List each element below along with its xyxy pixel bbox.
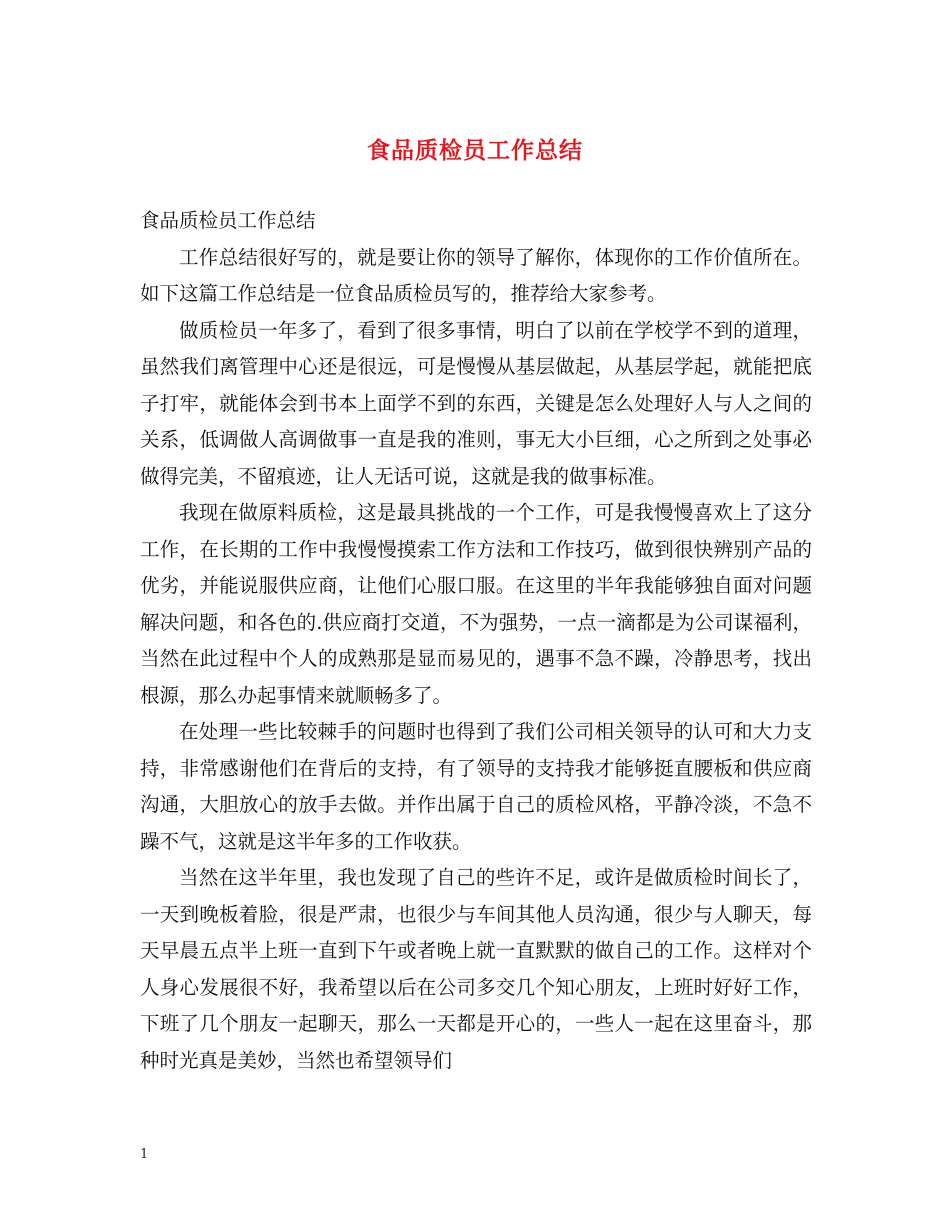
- paragraph-leadership-support: 在处理一些比较棘手的问题时也得到了我们公司相关领导的认可和大力支持，非常感谢他们在背后的支持，有了领导的支持我才能够挺直腰板和供应商沟通，大胆放心的放手去做。并作出属于自己的质检风格，平静冷淡，不急不躁不气，这就是这半年多的工作收获。: [140, 720, 812, 853]
- paragraph-experience: 做质检员一年多了，看到了很多事情，明白了以前在学校学不到的道理，虽然我们离管理中心还是很远，可是慢慢从基层做起，从基层学起，就能把底子打牢，就能体会到书本上面学不到的东西，关键是怎么处理好人与人之间的关系，低调做人高调做事一直是我的准则，事无大小巨细，心之所到之处事必做得完美，不留痕迹，让人无话可说，这就是我的做事标准。: [140, 318, 812, 488]
- document-body: [140, 203, 812, 1079]
- paragraph-shortcomings: 当然在这半年里，我也发现了自己的些许不足，或许是做质检时间长了，一天到晚板着脸，很是严肃，也很少与车间其他人员沟通，很少与人聊天，每天早晨五点半上班一直到下午或者晚上就一直默默的做自己的工作。这样对个人身心发展很不好，我希望以后在公司多交几个知心朋友，上班时好好工作，下班了几个朋友一起聊天，那么一天都是开心的，一些人一起在这里奋斗，那种时光真是美妙，当然也希望领导们: [140, 866, 812, 1072]
- paragraph-raw-material-inspection: 我现在做原料质检，这是最具挑战的一个工作，可是我慢慢喜欢上了这分工作，在长期的工作中我慢慢摸索工作方法和工作技巧，做到很快辨别产品的优劣，并能说服供应商，让他们心服口服。在这里的半年我能够独自面对问题解决问题，和各色的.供应商打交道，不为强势，一点一滴都是为公司谋福利，当然在此过程中个人的成熟那是显而易见的，遇事不急不躁，冷静思考，找出根源，那么办起事情来就顺畅多了。: [140, 501, 812, 707]
- document-subtitle: 食品质检员工作总结: [140, 209, 316, 232]
- page-number: 1: [140, 1147, 149, 1162]
- document-title: 食品质检员工作总结: [367, 137, 583, 164]
- paragraph-intro: 工作总结很好写的，就是要让你的领导了解你，体现你的工作价值所在。如下这篇工作总结是一位食品质检员写的，推荐给大家参考。: [140, 245, 812, 305]
